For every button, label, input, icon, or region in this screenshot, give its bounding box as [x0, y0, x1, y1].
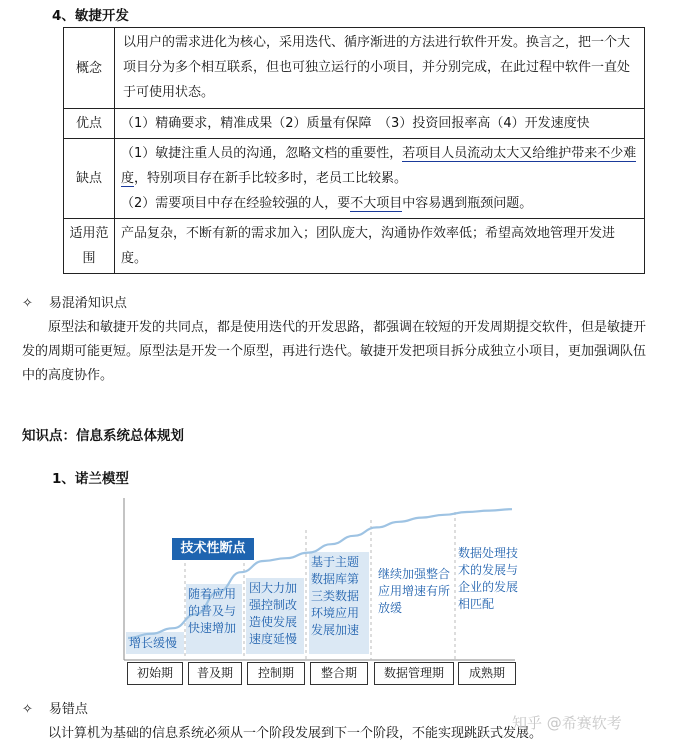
stage-note-3: 因大力加强控制改造使发展速度延慢 [249, 581, 298, 646]
watermark: 知乎 @希赛软考 [512, 714, 622, 732]
stage-label-2: 普及期 [188, 662, 242, 685]
stage-label-3: 控制期 [247, 662, 305, 685]
advantages-label: 优点 [64, 109, 115, 139]
stage-label-5: 数据管理期 [374, 662, 454, 685]
stage-note-5: 继续加强整合应用增速有所放缓 [378, 567, 451, 615]
scope-label: 适用范围 [64, 219, 115, 274]
concept-text: 以用户的需求进化为核心，采用迭代、循序渐进的方法进行软件开发。换言之，把一个大项目分为多个相互联系，但也可独立运行的小项目，并分别完成，在此过程中软件一直处于可使用状态。 [115, 28, 645, 109]
disadvantage-point-1: （1）敏捷注重人员的沟通，忽略文档的重要性，若项目人员流动太大又给维护带来不少难度，特别项目存在新手比较多时，老员工比较累。 [121, 146, 637, 186]
underlined-text: 若项目人员流动太大又给维护带来不少难度 [121, 146, 637, 186]
disadvantages-label: 缺点 [64, 139, 115, 219]
knowledge-title: 知识点：信息系统总体规划 [22, 428, 184, 444]
concept-label: 概念 [64, 28, 115, 109]
advantages-text: （1）精确要求，精准成果（2）质量有保障 （3）投资回报率高（4）开发速度快 [115, 109, 645, 139]
disadvantage-point-2: （2）需要项目中存在经验较强的人，要不大项目中容易遇到瓶颈问题。 [121, 196, 533, 211]
error-title: 易错点 [48, 702, 88, 717]
stage-label-4: 整合期 [310, 662, 368, 685]
scope-text: 产品复杂，不断有新的需求加入；团队庞大，沟通协作效率低；希望高效地管理开发进度。 [115, 219, 645, 274]
error-heading [22, 698, 88, 717]
stage-label-6: 成熟期 [458, 662, 516, 685]
underlined-text: 不大项目 [350, 196, 403, 211]
stage-note-4: 基于主题数据库第三类数据环境应用发展加速 [311, 555, 360, 637]
bullet-icon: ✧ [22, 702, 33, 717]
confuse-title: 易混淆知识点 [48, 296, 127, 311]
bullet-icon: ✧ [22, 296, 33, 311]
stage-note-6: 数据处理技术的发展与企业的发展相匹配 [458, 546, 519, 611]
stage-label-1: 初始期 [127, 662, 183, 685]
nolan-title: 1、诺兰模型 [52, 471, 129, 487]
section-title: 4、敏捷开发 [52, 8, 129, 24]
error-text: 以计算机为基础的信息系统必须从一个阶段发展到下一个阶段，不能实现跳跃式发展。 [48, 726, 543, 741]
stage-note-1: 增长缓慢 [129, 636, 178, 650]
confuse-text: 原型法和敏捷开发的共同点，都是使用迭代的开发思路，都强调在较短的开发周期提交软件，但是敏捷开发的周期可能更短。原型法是开发一个原型，再进行迭代。敏捷开发把项目拆分成独立小项目，更加强调队伍中的高度协作。 [22, 320, 647, 383]
tech-breakpoint-callout: 技术性断点 [172, 538, 254, 560]
stage-note-2: 随着应用的普及与快速增加 [188, 587, 237, 635]
